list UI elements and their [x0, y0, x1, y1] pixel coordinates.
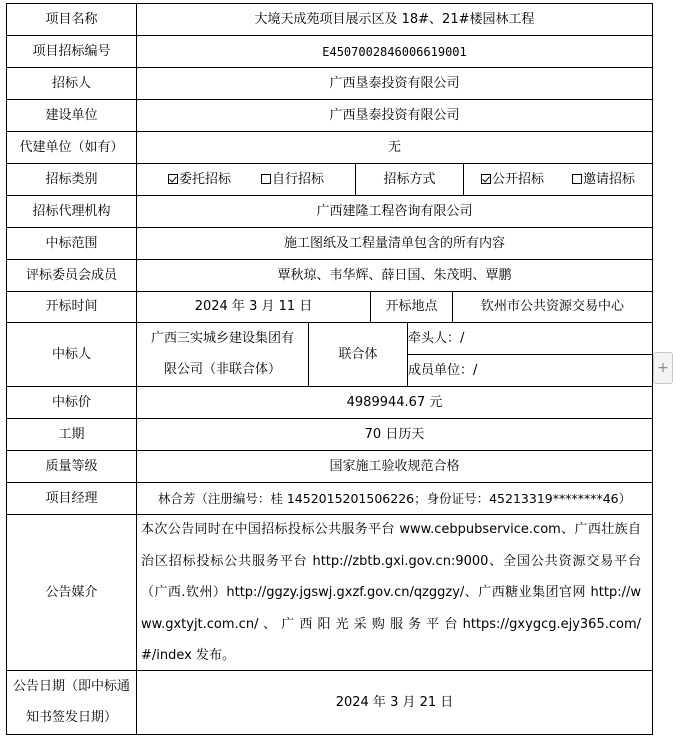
label-manager: 项目经理 — [45, 490, 98, 506]
label-winner: 中标人 — [51, 346, 91, 362]
expand-plus-button[interactable]: + — [653, 352, 673, 384]
label-duration: 工期 — [58, 426, 85, 442]
label-agency: 招标代理机构 — [32, 203, 111, 219]
option-self — [261, 170, 324, 190]
value-notice-date: 2024 年 3 月 21 日 — [335, 694, 454, 710]
label-notice-date-line1: 公告日期（即中标通 — [12, 679, 130, 694]
option-entrusted — [168, 170, 231, 190]
value-tender-no: E4507002846006619001 — [322, 44, 467, 59]
winner-name-line2: 限公司（非联合体） — [163, 362, 281, 377]
label-quality: 质量等级 — [45, 458, 98, 474]
value-price: 4989944.67 元 — [346, 394, 443, 410]
tender-type-options — [137, 164, 355, 195]
value-committee: 覃秋琼、韦华辉、薛日国、朱茂明、覃鹏 — [277, 267, 512, 283]
value-media: 本次公告同时在中国招标投标公共服务平台 www.cebpubservice.com、广西壮族自治区招标投标公共服务平台 http://zbtb.gxi.gov.cn:9000、全国公共资源交易平台（广西.钦州）http://ggzy.jgswj.gxzf.gov.cn/qzggzy/、广西糖业集团官网 http://www.gxtyjt.com.cn/ 、 广 西 阳 光 采 购 服 务 平 台 https://gxygcg.ejy365.com/#/index 发布。 — [141, 522, 641, 663]
label-opening-time: 开标时间 — [45, 299, 98, 314]
value-lead: 牵头人：/ — [408, 330, 465, 346]
label-consortium: 联合体 — [338, 346, 378, 362]
value-members: 成员单位：/ — [408, 362, 478, 378]
value-project-name: 大境天成苑项目展示区及 18#、21#楼园林工程 — [254, 11, 535, 27]
label-tender-no: 项目招标编号 — [32, 43, 111, 59]
option-open-label: 公开招标 — [491, 171, 544, 187]
value-quality: 国家施工验收规范合格 — [329, 458, 460, 474]
value-agency: 广西建隆工程咨询有限公司 — [316, 203, 473, 219]
label-tender-method: 招标方式 — [383, 171, 436, 187]
value-agent-builder: 无 — [387, 139, 401, 155]
value-manager: 林合芳（注册编号：桂 1452015201506226；身份证号：45213319********46） — [157, 490, 632, 506]
unchecked-box-icon — [261, 174, 271, 184]
value-scope: 施工图纸及工程量清单包含的所有内容 — [283, 235, 505, 251]
label-price: 中标价 — [51, 394, 91, 410]
label-committee: 评标委员会成员 — [25, 267, 117, 283]
label-media: 公告媒介 — [45, 584, 98, 600]
unchecked-box-icon — [572, 174, 582, 184]
value-builder: 广西垦泰投资有限公司 — [329, 107, 460, 123]
value-opening-place: 钦州市公共资源交易中心 — [480, 299, 624, 314]
option-entrusted-label: 委托招标 — [178, 171, 231, 187]
value-winner — [137, 323, 308, 386]
label-opening-place: 开标地点 — [385, 299, 438, 314]
option-self-label: 自行招标 — [272, 171, 325, 187]
label-tender-type: 招标类别 — [45, 171, 98, 187]
winner-name-line1: 广西三实城乡建设集团有 — [150, 331, 294, 346]
label-project-name: 项目名称 — [45, 11, 98, 27]
tender-method-options — [464, 164, 652, 195]
label-agent-builder: 代建单位（如有） — [19, 139, 124, 155]
checked-box-icon — [481, 174, 491, 184]
value-opening-time: 2024 年 3 月 11 日 — [194, 299, 313, 314]
value-tenderer: 广西垦泰投资有限公司 — [329, 75, 460, 91]
option-invite-label: 邀请招标 — [583, 171, 636, 187]
value-duration: 70 日历天 — [364, 426, 425, 442]
label-notice-date — [7, 671, 136, 734]
option-invite — [572, 170, 635, 190]
option-open — [481, 170, 544, 190]
label-tenderer: 招标人 — [51, 75, 91, 91]
label-builder: 建设单位 — [45, 107, 98, 123]
label-notice-date-line2: 知书签发日期） — [25, 710, 117, 725]
checked-box-icon — [168, 174, 178, 184]
label-scope: 中标范围 — [45, 235, 98, 251]
